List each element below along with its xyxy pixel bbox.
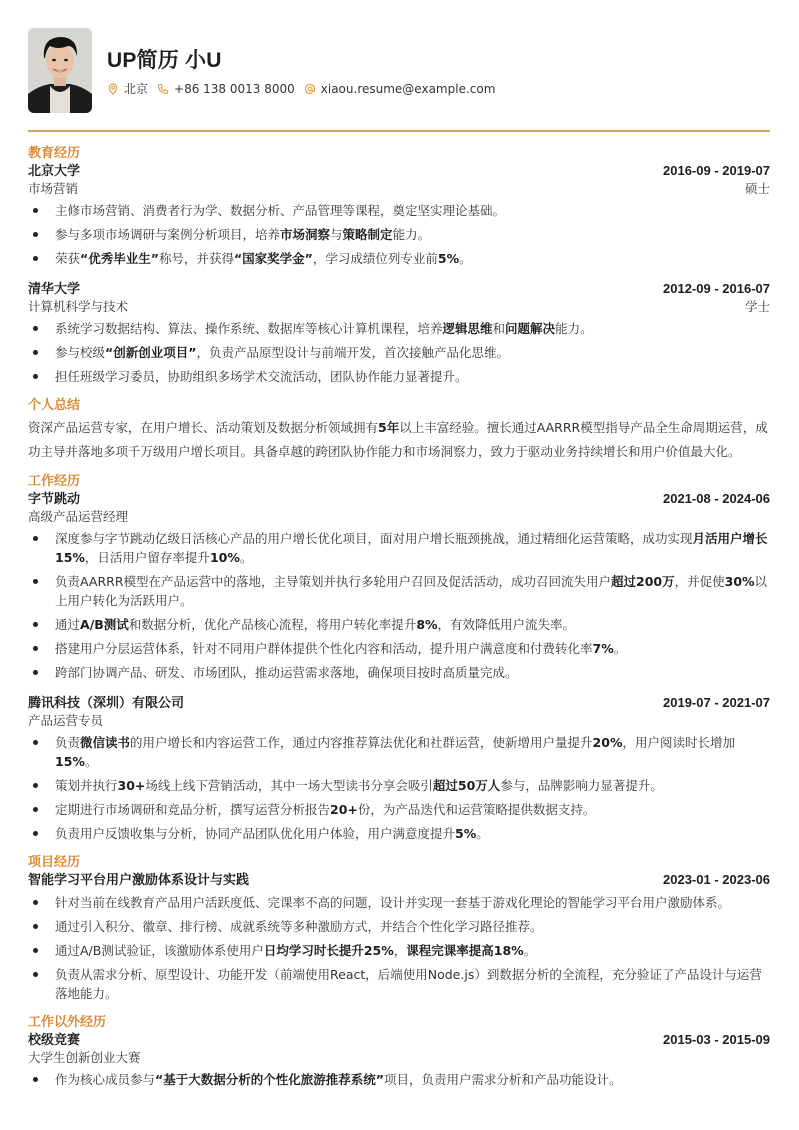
bullet-list [28,201,770,268]
bullet-item [28,917,770,936]
emphasis-text: 逻辑思维 [442,321,493,336]
text-run: 针对当前在线教育产品用户活跃度低、完课率不高的问题，设计并实现一套基于游戏化理论的智能学习平台用户激励体系。 [55,895,731,910]
emphasis-text: 日均学习时长提升25% [263,943,394,958]
emphasis-text: 5% [455,826,477,841]
degree: 硕士 [744,181,770,196]
text-run: 以上丰富经验。擅长通过AARRR模型指导产品全生命周期运营，成功主导并落地多项千万级用户增长项目。具备卓越的跨团队协作能力和市场洞察力，致力于驱动业务持续增长和用户价值最大化。 [28,420,768,459]
bullet-list [28,733,770,843]
date-range: 2021-08 - 2024-06 [663,491,770,506]
text-run: 负责AARRR模型在产品运营中的落地，主导策划并执行多轮用户召回及促活活动，成功召回流失用户 [55,574,612,589]
bullet-item [28,201,770,220]
section-title: 项目经历 [28,855,81,870]
major: 计算机科学与技术 [28,299,129,314]
bullet-item [28,893,770,912]
resume-header [28,0,770,131]
text-run: 的用户增长和内容运营工作，通过内容推荐算法优化和社群运营，使新增用户量提升 [130,735,593,750]
emphasis-text: 30+ [117,778,146,793]
text-run: ， [393,943,407,958]
school-name: 北京大学 [28,164,81,179]
avatar [28,28,92,113]
emphasis-text: “创新创业项目” [105,345,197,360]
bullet-item [28,733,770,771]
date-range: 2015-03 - 2015-09 [663,1032,770,1047]
text-run: 通过 [55,617,81,632]
company-name: 字节跳动 [28,492,81,507]
text-run: ，有效降低用户流失率。 [437,617,576,632]
company-name: 腾讯科技（深圳）有限公司 [28,696,185,711]
emphasis-text: A/B测试 [80,617,129,632]
email-text[interactable]: xiaou.resume@example.com [320,81,496,96]
phone-icon [157,83,169,95]
location-text: 北京 [124,82,149,96]
text-run: 策划并执行 [55,778,118,793]
bullet-item [28,663,770,682]
bullet-item [28,776,770,795]
major: 市场营销 [28,181,79,196]
bullet-item [28,965,770,1003]
section-title: 个人总结 [28,398,81,413]
bullet-item [28,343,770,362]
bullet-item [28,319,770,338]
section-summary [28,398,770,464]
text-run: 能力。 [392,227,431,242]
text-run: 定期进行市场调研和竞品分析，撰写运营分析报告 [55,802,331,817]
section-education [28,146,770,386]
text-run: ，并促使 [674,574,725,589]
text-run: 份，为产品迭代和运营策略提供数据支持。 [357,802,596,817]
school-name: 清华大学 [28,282,81,297]
text-run: 能力。 [555,321,593,336]
job-role: 产品运营专员 [28,713,104,728]
bullet-item [28,572,770,610]
text-run: 搭建用户分层运营体系，针对不同用户群体提供个性化内容和活动，提升用户满意度和付费转化率 [55,641,593,656]
text-run: 场线上线下营销活动，其中一场大型读书分享会吸引 [145,778,433,793]
work-entry [28,694,770,843]
degree: 学士 [744,299,770,314]
text-run: 深度参与字节跳动亿级日活核心产品的用户增长优化项目，面对用户增长瓶颈挑战，通过精细化运营策略，成功实现 [55,531,693,546]
project-name: 智能学习平台用户激励体系设计与实践 [28,873,250,888]
text-run: 项目，负责用户需求分析和产品功能设计。 [383,1072,622,1087]
emphasis-text: 超过50万人 [432,778,501,793]
summary-text [28,416,770,464]
text-run: 荣获 [55,251,81,266]
bullet-item [28,941,770,960]
text-run: ，日活用户留存率提升 [84,550,210,565]
date-range: 2012-09 - 2016-07 [663,281,770,296]
text-run: 。 [84,754,98,769]
candidate-name: UP简历 小U [107,49,222,72]
emphasis-text: “基于大数据分析的个性化旅游推荐系统” [155,1072,384,1087]
emphasis-text: “国家奖学金” [233,251,313,266]
emphasis-text: 问题解决 [505,321,556,336]
emphasis-text: 课程完课率提高18% [406,943,524,958]
emphasis-text: 10% [209,550,240,565]
text-run: 。 [239,550,253,565]
bullet-item [28,639,770,658]
text-run: 称号，并获得 [158,251,234,266]
emphasis-text: 20% [592,735,623,750]
text-run: 担任班级学习委员，协助组织多场学术交流活动，团队协作能力显著提升。 [55,369,468,384]
contact-email [304,82,496,96]
section-title: 工作经历 [28,474,81,489]
text-run: 参与，品牌影响力显著提升。 [500,778,663,793]
text-run: 系统学习数据结构、算法、操作系统、数据库等核心计算机课程，培养 [55,321,443,336]
emphasis-text: 月活用户增长15% [55,531,768,565]
bullet-list [28,893,770,1003]
date-range: 2019-07 - 2021-07 [663,695,770,710]
emphasis-text: 策略制定 [342,227,393,242]
text-run: ，负责产品原型设计与前端开发，首次接触产品化思维。 [196,345,509,360]
emphasis-text: 微信读书 [80,735,131,750]
bullet-item [28,529,770,567]
text-run: 资深产品运营专家，在用户增长、活动策划及数据分析领域拥有 [28,420,379,435]
text-run: 负责 [55,735,81,750]
text-run: 。 [476,826,489,841]
text-run: 以上用户转化为活跃用户。 [55,574,768,608]
text-run: 跨部门协调产品、研发、市场团队，推动运营需求落地，确保项目按时高质量完成。 [55,665,518,680]
education-entry [28,162,770,268]
text-run: 通过A/B测试验证，该激励体系使用户 [55,943,264,958]
text-run: 与 [330,227,343,242]
text-run: ，学习成绩位列专业前 [312,251,438,266]
section-work-experience [28,474,770,843]
bullet-item [28,615,770,634]
education-entry [28,280,770,386]
text-run: 负责用户反馈收集与分析，协同产品团队优化用户体验，用户满意度提升 [55,826,456,841]
emphasis-text: 市场洞察 [280,227,331,242]
section-title: 教育经历 [28,146,81,161]
bullet-list [28,529,770,682]
section-other-experience [28,1015,770,1089]
section-title: 工作以外经历 [28,1015,107,1030]
bullet-list [28,319,770,386]
bullet-list [28,1070,770,1089]
emphasis-text: 15% [55,754,85,769]
project-entry [28,871,770,1003]
contact-phone [157,82,295,96]
text-run: 负责从需求分析、原型设计、功能开发（前端使用React，后端使用Node.js）到数据分析的全流程，充分验证了产品设计与运营落地能力。 [55,967,762,1001]
bullet-item [28,1070,770,1089]
text-run: 和 [492,321,506,336]
text-run: 参与校级 [55,345,106,360]
date-range: 2023-01 - 2023-06 [663,872,770,887]
text-run: 。 [523,943,537,958]
text-run: 。 [459,251,472,266]
text-run: 参与多项市场调研与案例分析项目，培养 [55,227,281,242]
phone-text[interactable]: +86 138 0013 8000 [174,81,295,96]
header-divider [28,130,770,132]
other-entry [28,1031,770,1089]
activity-subtitle: 大学生创新创业大赛 [28,1050,141,1065]
profile-photo [28,28,92,113]
emphasis-text: “优秀毕业生” [80,251,159,266]
emphasis-text: 30% [724,574,755,589]
contact-info [107,80,504,97]
text-run: 通过引入积分、徽章、排行榜、成就系统等多种激励方式，并结合个性化学习路径推荐。 [55,919,543,934]
emphasis-text: 20+ [330,802,358,817]
text-run: 和数据分析，优化产品核心流程，将用户转化率提升 [128,617,417,632]
text-run: ，用户阅读时长增加 [622,735,735,750]
emphasis-text: 8% [416,617,438,632]
contact-location [107,80,148,97]
text-run: 主修市场营销、消费者行为学、数据分析、产品管理等课程，奠定坚实理论基础。 [55,203,506,218]
job-role: 高级产品运营经理 [28,509,129,524]
text-run: 。 [613,641,627,656]
map-pin-icon [107,83,119,95]
section-projects [28,855,770,1003]
bullet-item [28,800,770,819]
bullet-item [28,824,770,843]
emphasis-text: 5% [437,251,460,266]
bullet-item [28,225,770,244]
emphasis-text: 5年 [378,420,400,435]
work-entry [28,490,770,682]
bullet-item [28,367,770,386]
at-sign-icon [304,83,316,95]
date-range: 2016-09 - 2019-07 [663,163,770,178]
emphasis-text: 超过200万 [611,574,675,589]
resume-page [28,0,770,1094]
emphasis-text: 7% [592,641,614,656]
text-run: 作为核心成员参与 [55,1072,156,1087]
bullet-item [28,249,770,268]
activity-name: 校级竞赛 [28,1033,81,1048]
